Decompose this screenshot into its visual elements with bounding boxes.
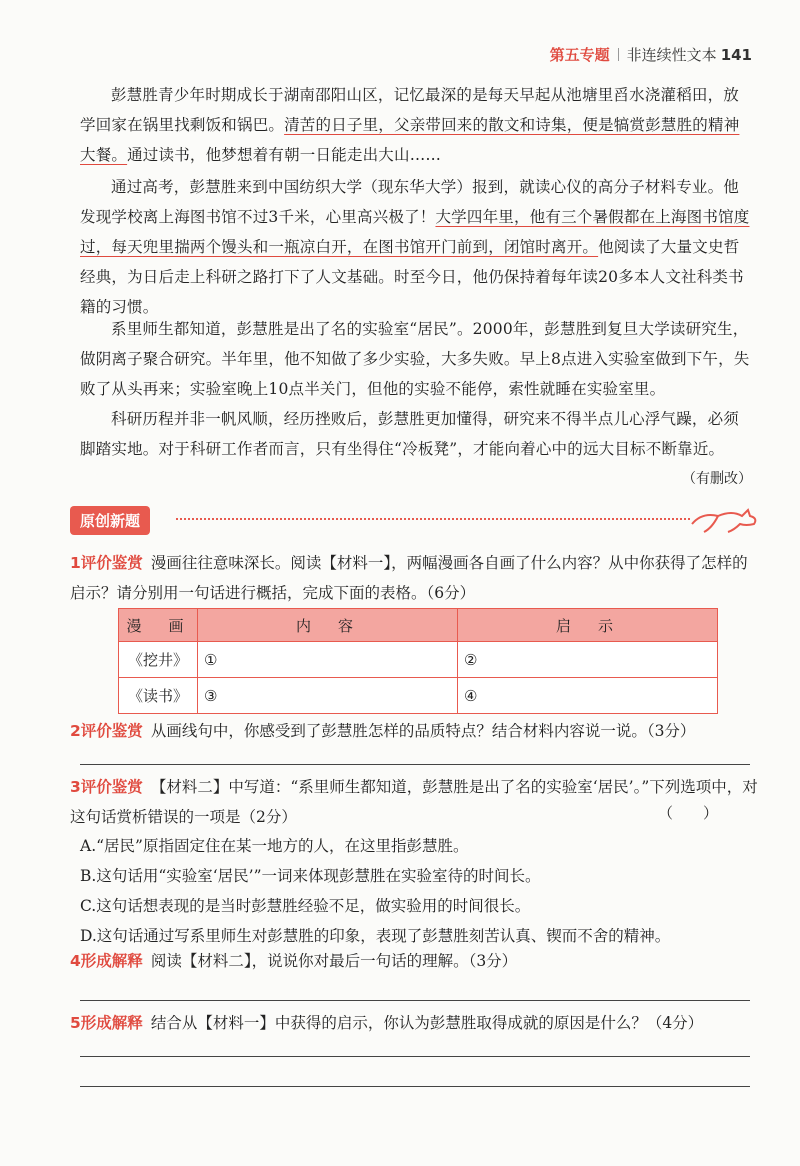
answer-table (118, 608, 718, 714)
table-row: 《挖井》 ① ② (119, 642, 718, 678)
header-divider (618, 48, 619, 61)
paragraph-3: 系里师生都知道，彭慧胜是出了名的实验室“居民”。2000年，彭慧胜到复旦大学读研究生，做阴离子聚合研究。半年里，他不知做了多少实验，大多失败。早上8点进入实验室做到下午，失败了从头再来；实验室晚上10点半关门，但他的实验不能停，索性就睡在实验室里。 (80, 320, 750, 398)
answer-bracket[interactable]: （） (657, 804, 748, 822)
cat-icon (688, 502, 760, 536)
underlined-sentence-1: 清苦的日子里，父亲带回来的散文和诗集，便是犒赏彭慧胜的精神大餐。 (80, 116, 740, 164)
topic-label: 第五专题 (549, 46, 610, 64)
question-type: 评价鉴赏 (80, 778, 143, 796)
option-a: A.“居民”原指固定住在某一地方的人，在这里指彭慧胜。 (80, 837, 469, 855)
question-type: 形成解释 (80, 952, 143, 970)
table-row: 《读书》 ③ ④ (119, 678, 718, 714)
page-header (550, 44, 752, 65)
source-note: （有删改） (682, 471, 752, 487)
answer-cell[interactable]: ② (458, 642, 718, 678)
question-type: 评价鉴赏 (80, 554, 143, 572)
question-2: 2评价鉴赏 从画线句中，你感受到了彭慧胜怎样的品质特点？结合材料内容说一说。（3分） (70, 722, 696, 740)
question-type: 形成解释 (80, 1014, 143, 1032)
underlined-sentence-2: 大学四年里，他有三个暑假都在上海图书馆度过，每天兜里揣两个馒头和一瓶凉白开，在图书馆开门前到，闭馆时离开。 (80, 208, 750, 256)
answer-cell[interactable]: ③ (198, 678, 458, 714)
answer-line[interactable] (80, 1000, 750, 1001)
question-type: 评价鉴赏 (80, 722, 143, 740)
dotted-rule (176, 518, 690, 520)
question-4: 4形成解释 阅读【材料二】，说说你对最后一句话的理解。（3分） (70, 952, 518, 970)
section-banner (70, 502, 760, 536)
answer-cell[interactable]: ④ (458, 678, 718, 714)
option-d: D.这句话通过写系里师生对彭慧胜的印象，表现了彭慧胜刻苦认真、锲而不舍的精神。 (80, 927, 671, 945)
page-number: 141 (720, 46, 752, 64)
paragraph-4: 科研历程并非一帆风顺，经历挫败后，彭慧胜更加懂得，研究来不得半点儿心浮气躁，必须脚踏实地。对于科研工作者而言，只有坐得住“冷板凳”，才能向着心中的远大目标不断靠近。 (80, 410, 740, 458)
question-1: 1评价鉴赏 漫画往往意味深长。阅读【材料一】，两幅漫画各自画了什么内容？从中你获得了怎样的启示？请分别用一句话进行概括，完成下面的表格。（6分） (70, 554, 748, 602)
answer-cell[interactable]: ① (198, 642, 458, 678)
paragraph-1: 彭慧胜青少年时期成长于湖南邵阳山区，记忆最深的是每天早起从池塘里舀水浇灌稻田，放学回家在锅里找剩饭和锅巴。清苦的日子里，父亲带回来的散文和诗集，便是犒赏彭慧胜的精神大餐。通过读书，他梦想着有朝一日能走出大山…… (80, 86, 740, 164)
paragraph-2: 通过高考，彭慧胜来到中国纺织大学（现东华大学）报到，就读心仪的高分子材料专业。他发现学校离上海图书馆不过3千米，心里高兴极了！大学四年里，他有三个暑假都在上海图书馆度过，每天兜里揣两个馒头和一瓶凉白开，在图书馆开门前到，闭馆时离开。他阅读了大量文史哲经典，为日后走上科研之路打下了人文基础。时至今日，他仍保持着每年读20多本人文社科类书籍的习惯。 (80, 178, 750, 316)
question-3: 3评价鉴赏 【材料二】中写道：“系里师生都知道，彭慧胜是出了名的实验室‘居民’。”下列选项中，对这句话赏析错误的一项是（2分） (70, 778, 758, 826)
answer-line[interactable] (80, 764, 750, 765)
option-b: B.这句话用“实验室‘居民’”一词来体现彭慧胜在实验室待的时间长。 (80, 867, 541, 885)
table-header: 漫 画 内 容 启 示 (119, 609, 718, 642)
banner-label: 原创新题 (70, 506, 150, 535)
option-c: C.这句话想表现的是当时彭慧胜经验不足，做实验用的时间很长。 (80, 897, 531, 915)
answer-line[interactable] (80, 1086, 750, 1087)
question-5: 5形成解释 结合从【材料一】中获得的启示，你认为彭慧胜取得成就的原因是什么？（4分） (70, 1014, 704, 1032)
answer-line[interactable] (80, 1056, 750, 1057)
section-label: 非连续性文本 (626, 46, 717, 64)
